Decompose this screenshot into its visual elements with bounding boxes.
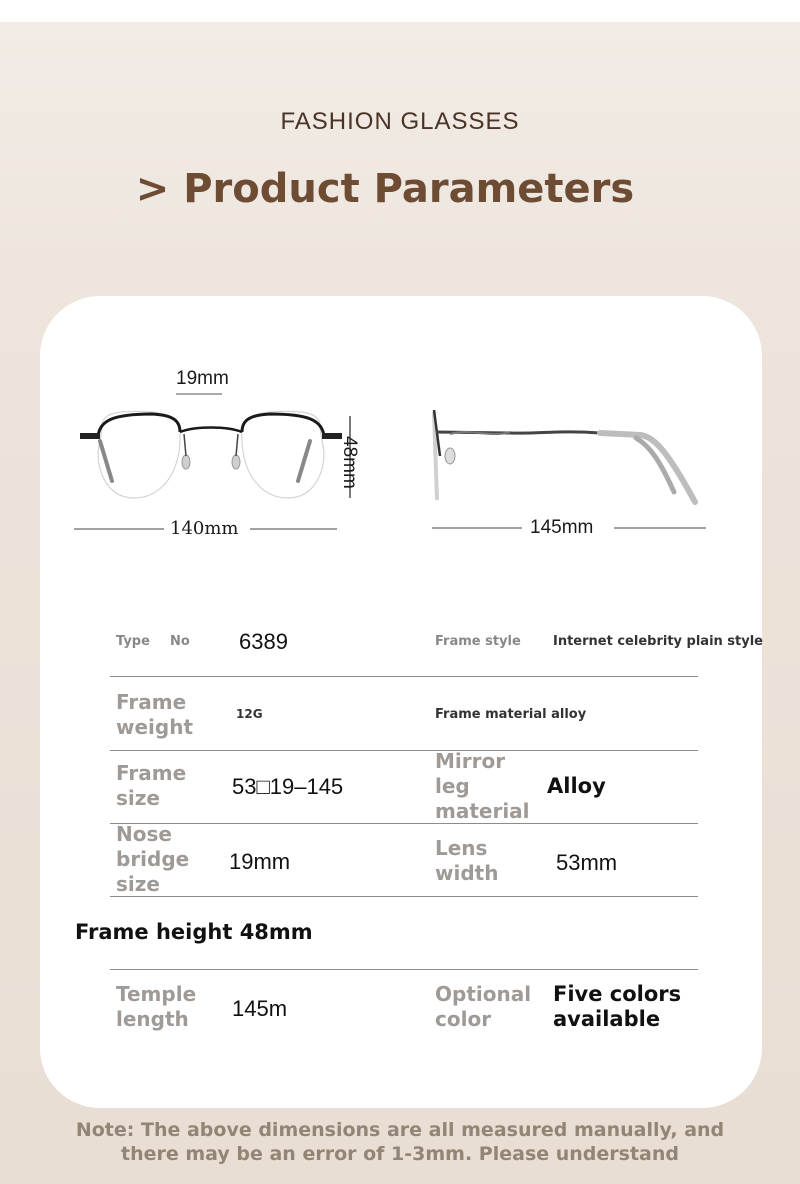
optional-color-label: Optional color [435, 982, 532, 1031]
page-title: > Product Parameters [135, 166, 635, 212]
row-divider [110, 969, 698, 970]
page-subtitle: FASHION GLASSES [280, 108, 520, 135]
optional-color-value: Five colors available [553, 982, 682, 1031]
mirror-leg-value: Alloy [547, 774, 606, 798]
frame-size-label: Frame size [116, 761, 187, 810]
frame-weight-label: Frame weight [116, 690, 194, 739]
note-line-2: there may be an error of 1-3mm. Please understand [120, 1143, 680, 1165]
no-label: No [170, 634, 190, 649]
nose-bridge-value: 19mm [229, 849, 291, 874]
frame-weight-value: 12G [236, 707, 263, 721]
note-line-1: Note: The above dimensions are all measured manually, and [75, 1119, 725, 1141]
row-divider [110, 750, 698, 751]
temple-length-label: Temple length [116, 982, 197, 1031]
lens-width-label: Lens width [435, 836, 499, 885]
temple-dimension: 145mm [530, 517, 594, 538]
frame-material: Frame material alloy [435, 707, 587, 722]
nose-bridge-label: Nose bridge size [116, 822, 190, 896]
temple-length-value: 145m [232, 996, 288, 1021]
measurement-note [0, 1118, 800, 1166]
frame-size-value: 53□19–145 [232, 774, 344, 799]
top-strip [0, 0, 800, 22]
lens-width-value: 53mm [556, 850, 618, 875]
row-divider [110, 896, 698, 897]
height-dimension: 48mm [339, 436, 360, 489]
type-label: Type [116, 634, 150, 649]
width-dimension: 140mm [170, 518, 239, 539]
glasses-front-view [40, 296, 762, 556]
row-divider [110, 676, 698, 677]
frame-style-label: Frame style [435, 634, 521, 649]
bridge-dimension: 19mm [176, 368, 229, 389]
mirror-leg-label: Mirror leg material [435, 749, 530, 823]
type-value: 6389 [239, 629, 288, 654]
frame-style-value: Internet celebrity plain style [553, 634, 763, 649]
frame-height: Frame height 48mm [75, 920, 313, 944]
